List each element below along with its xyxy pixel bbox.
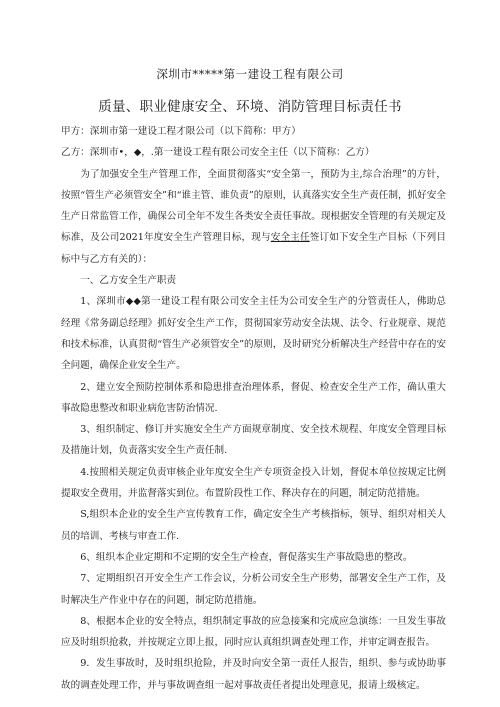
duty-item-6: 6、组织本企业定期和不定期的安全生产检查，督促落实生产事故隐患的整改。: [80, 551, 413, 563]
duty-item-3: 3、组织制定、修订并实施安全生产方面规章制度、安全技术规程、年度安全管理目标及措施计划，负责落实安全生产责任制.: [61, 424, 446, 457]
party-a-line: 甲方：深圳市第一建设工程才限公司（以下简称：甲方）: [61, 126, 301, 137]
duty-item-1: 1、深圳市◆◆第一建设工程有限公司安全主任为公司安全生产的分管责任人，佛助总经理《常务副总经理》抓好安全生产工作，贯彻国家劳动安全法规、法令、行业规章、规范和技术标准，认真贯彻“管生产必须管安全”的原则，及时研究分析解决生产经营中存在的安全问题，确保企业安全生产。: [61, 296, 446, 372]
party-b-line: 乙方：深圳市•，◆，.第一建设工程有限公司安全主任（以下简称：乙方）: [61, 147, 375, 159]
document-body: [61, 121, 446, 696]
document-title: 质量、职业健康安全、环境、消防管理目标责任书: [98, 99, 402, 115]
duty-item-2: 2、建立安全预防控制体系和隐患排查治理体系，督促、检查安全生产工作，确认重大事故隐患整改和职业病危害防治情况.: [61, 381, 446, 414]
duty-item-7: 7、定期组织召开安全生产工作会议，分析公司安全生产形势，部署安全生产工作，及时解决生产作业中存在的问题，制定防范措施。: [61, 573, 446, 606]
intro-paragraph: [61, 164, 446, 270]
intro-text-before: 为了加强安全生产管理工作，全面贯彻落实“安全第一，预防为主,综合治理”的方针，按照“管生产必须管安全”和“谁主管、谁负责”的原则，认真落实安全生产责任制，抓好安全生产日常监管工作，确保公司全年不发生各类安全责任事故。现根据安全管理的有关规定及标准，及公司2021年度安全生产管理目标，现与: [61, 168, 446, 244]
duty-item-5: S,组织本企业的安全生产宣传教育工作，确定安全生产考核指标，领导、组织对相关人员的培训、考核与审查工作.: [61, 509, 446, 542]
intro-text-after: 签订如下安全生产目标（下列目标中与乙方有关的）：: [61, 232, 447, 265]
duty-item-4: 4.按照相关规定负责审核企业年度安全生产专项资金投入计划，督促本单位按规定比例提取安全费用，并监督落实到位。布置阶段性工作、释决存在的问题，制定防范措施。: [61, 466, 446, 500]
duty-item-8: 8、根据本企业的安全特点，组织制定事故的应急接案和完成应急演练：一旦发生事故应及时组织抢救，并按规定立即上报，同时应认真组织调查处理工作，并审定调查报告。: [61, 615, 446, 649]
company-name: 深圳市*****第一建设工程有限公司: [156, 67, 344, 81]
duty-item-9: 9．发生事故时，及时组织抢险，并及时向安全第一责任人报告，组织、参与或协助事故的调查处理工作，并与事故调查组一起对事故责任者提出处理意见，报请上级核定。: [61, 658, 446, 691]
intro-underlined-role: 安全主任: [270, 232, 310, 244]
section-heading: 一、乙方安全生产职责: [80, 275, 177, 287]
